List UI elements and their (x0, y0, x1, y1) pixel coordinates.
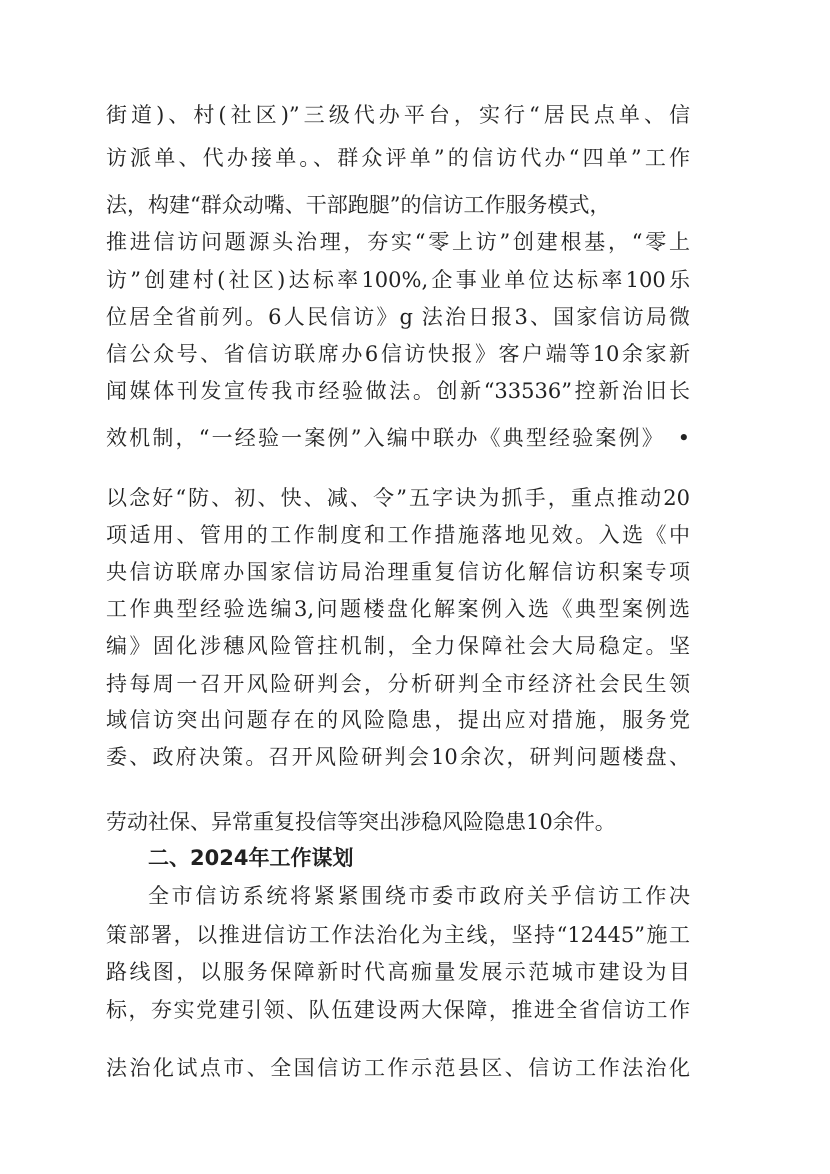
text-line: 标，夯实党建引领、队伍建设两大保障，推进全省信访工作 (106, 998, 690, 1022)
text-line: 委、政府决策。召开风险研判会10余次，研判问题楼盘、 (106, 745, 690, 769)
text-line: 闻媒体刊发宣传我市经验做法。创新“33536”控新治旧长 (106, 379, 690, 403)
text-line: 项适用、管用的工作制度和工作措施落地见效。入选《中 (106, 523, 690, 547)
text-line: 信公众号、省信访联席办6信访快报》客户端等10余家新 (106, 342, 690, 366)
text-line: 域信访突出问题存在的风险隐患，提出应对措施，服务党 (106, 708, 690, 732)
text-line: 法，构建“群众动嘴、干部跑腿”的信访工作服务模式， (106, 193, 611, 217)
text-line: 编》固化涉穗风险管拄机制，全力保障社会大局稳定。坚 (106, 634, 690, 658)
text-line: 街道)、村(社区)”三级代办平台，实行“居民点单、信 (106, 103, 690, 127)
text-line: 位居全省前列。6人民信访》g 法治日报3、国家信访局微 (106, 305, 690, 329)
text-line: 策部署，以推进信访工作法治化为主线，坚持“12445”施工 (106, 923, 690, 947)
text-line: 持每周一召开风险研判会，分析研判全市经济社会民生领 (106, 672, 690, 696)
text-line: 央信访联席办国家信访局治理重复信访化解信访积案专项 (106, 560, 690, 584)
text-line: 工作典型经验选编3,问题楼盘化解案例入选《典型案例选 (106, 597, 690, 621)
text-line: 访派单、代办接单。、群众评单”的信访代办“四单”工作 (106, 146, 690, 170)
text-line: 以念好“防、初、快、减、令”五字诀为抓手，重点推动20 (106, 486, 690, 510)
text-line: 访”创建村(社区)达标率100%,企事业单位达标率100乐 (106, 268, 690, 292)
text-line: 全市信访系统将紧紧围绕市委市政府关乎信访工作决 (148, 884, 690, 908)
section-heading: 二、2024年工作谋划 (148, 846, 354, 870)
text-line: 效机制，“一经验一案例”入编中联办《典型经验案例》 • (106, 426, 690, 450)
text-line: 法治化试点市、全国信访工作示范县区、信访工作法治化 (106, 1056, 690, 1080)
text-line: 路线图，以服务保障新时代高痂量发展示范城市建设为目 (106, 960, 690, 984)
text-line: 推进信访问题源头治理，夯实“零上访”创建根基，“零上 (106, 230, 690, 254)
text-line: 劳动社保、异常重复投信等突出涉稳风险隐患10余件。 (106, 810, 616, 834)
